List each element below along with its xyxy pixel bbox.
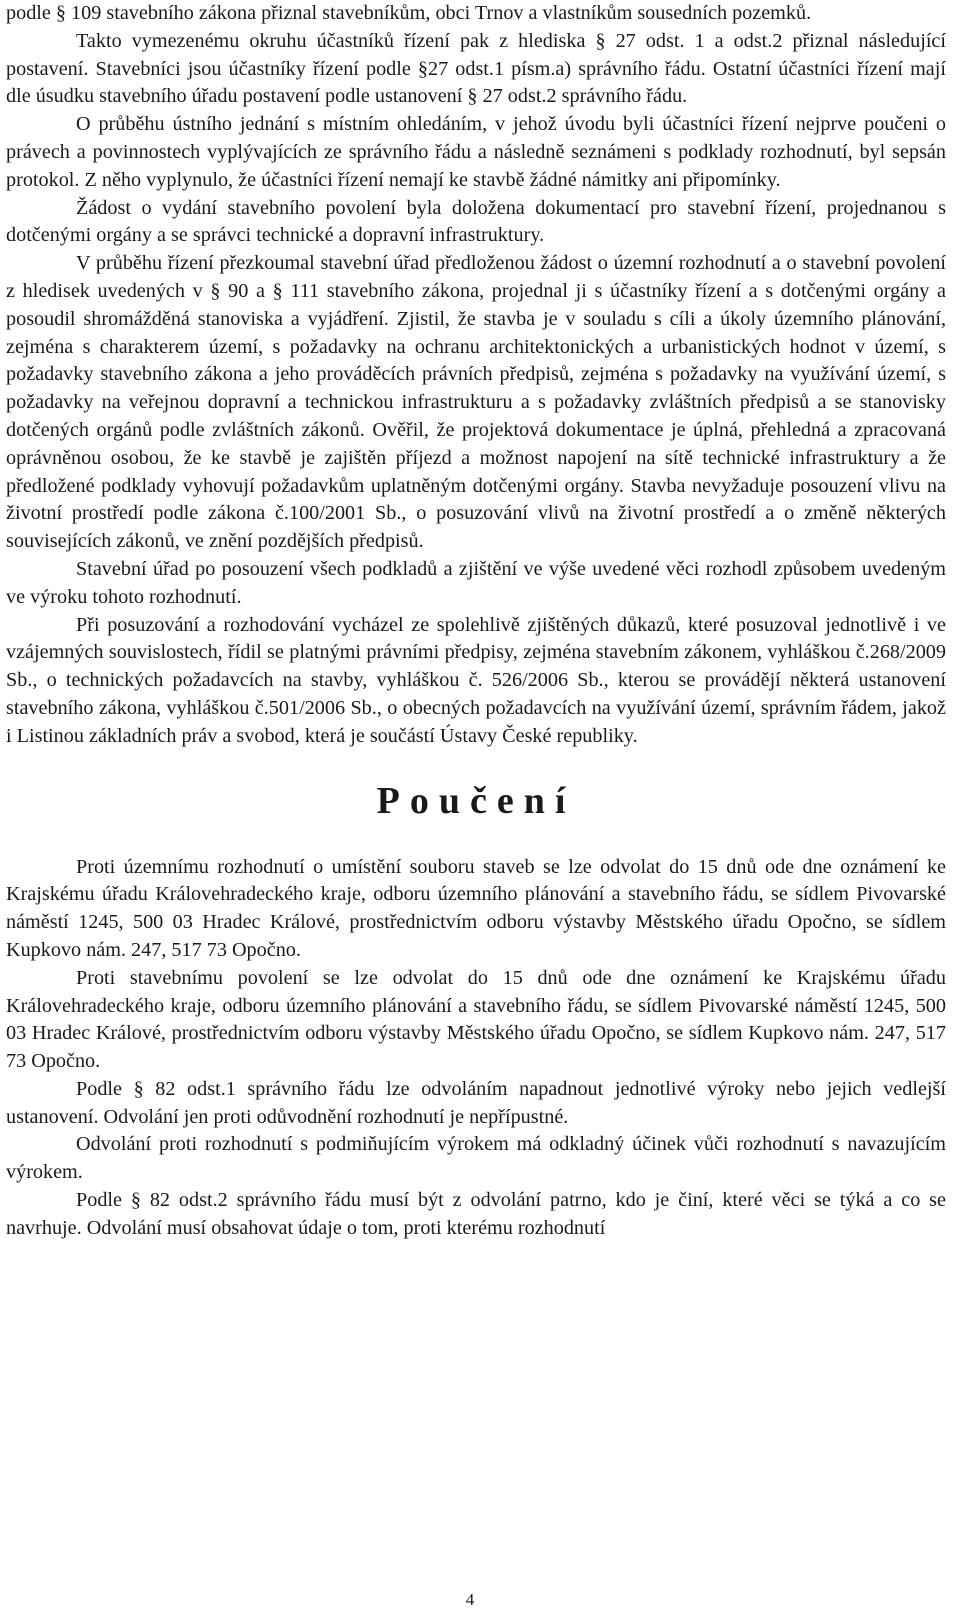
paragraph-appeal-content: Podle § 82 odst.2 správního řádu musí být z odvolání patrno, kdo je činí, které věci se týká a co se navrhuje. Odvolání musí obsahovat údaje o tom, proti kterému rozhodnutí <box>6 1189 946 1239</box>
paragraph-legal-basis: Při posuzování a rozhodování vycházel ze spolehlivě zjištěných důkazů, které posuzoval jednotlivě i ve vzájemných souvislostech, řídil se platnými právními předpisy, zejména stavebním zákonem, vyhláškou č.268/2009 Sb., o technických požadavcích na stavby, vyhláškou č. 526/2006 Sb., kterou se provádějí některá ustanovení stavebního zákona, vyhláškou č.501/2006 Sb., o obecných požadavcích na využívání území, správním řádem, jakož i Listinou základních práv a svobod, která je součástí Ústavy České republiky. <box>6 613 946 747</box>
paragraph-appeal-effect: Odvolání proti rozhodnutí s podmiňujícím výrokem má odkladný účinek vůči rozhodnutí s navazujícím výrokem. <box>6 1133 946 1184</box>
section-heading-pouceni: Poučení <box>376 779 576 822</box>
paragraph-oral-hearing: O průběhu ústního jednání s místním ohledáním, v jehož úvodu byli účastníci řízení nejprve poučeni o právech a povinnostech vyplývajících ze správního řádu a následně seznámeni s podklady rozhodnutí, byl sepsán protokol. Z něho vyplynulo, že účastníci řízení nemají ke stavbě žádné námitky ani připomínky. <box>6 113 946 191</box>
paragraph-appeal-building: Proti stavebnímu povolení se lze odvolat do 15 dnů ode dne oznámení ke Krajskému úřadu Královehradeckého kraje, odboru územního plánování a stavebního řádu, se sídlem Pivovarské náměstí 1245, 500 03 Hradec Králové, prostřednictvím odboru výstavby Městského úřadu Opočno, se sídlem Kupkovo nám. 247, 517 73 Opočno. <box>6 966 946 1073</box>
paragraph-appeal-territorial: Proti územnímu rozhodnutí o umístění souboru staveb se lze odvolat do 15 dnů ode dne oznámení ke Krajskému úřadu Královehradeckého kraje, odboru územního plánování a stavebního řádu, se sídlem Pivovarské náměstí 1245, 500 03 Hradec Králové, prostřednictvím odboru výstavby Městského úřadu Opočno, se sídlem Kupkovo nám. 247, 517 73 Opočno. <box>6 855 946 961</box>
paragraph-application: Žádost o vydání stavebního povolení byla doložena dokumentací pro stavební řízení, projednanou s dotčenými orgány a se správci technické a dopravní infrastruktury. <box>6 196 946 247</box>
paragraph-decision: Stavební úřad po posouzení všech podkladů a zjištění ve výše uvedené věci rozhodl způsobem uvedeným ve výroku tohoto rozhodnutí. <box>6 557 946 608</box>
paragraph-appeal-scope: Podle § 82 odst.1 správního řádu lze odvoláním napadnout jednotlivé výroky nebo jejich vedlejší ustanovení. Odvolání jen proti odůvodnění rozhodnutí je nepřípustné. <box>6 1077 946 1128</box>
document-body <box>6 0 946 1243</box>
paragraph-participants: Takto vymezenému okruhu účastníků řízení pak z hlediska § 27 odst. 1 a odst.2 přiznal následující postavení. Stavebníci jsou účastníky řízení podle §27 odst.1 písm.a) správního řádu. Ostatní účastníci řízení mají dle úsudku stavebního úřadu postavení podle ustanovení § 27 odst.2 správního řádu. <box>6 29 946 108</box>
paragraph-continuation: podle § 109 stavebního zákona přiznal stavebníkům, obci Trnov a vlastníkům sousedních pozemků. <box>6 2 812 24</box>
page-number: 4 <box>465 1590 475 1609</box>
paragraph-review: V průběhu řízení přezkoumal stavební úřad předloženou žádost o územní rozhodnutí a o stavební povolení z hledisek uvedených v § 90 a § 111 stavebního zákona, projednal ji s účastníky řízení a s dotčenými orgány a posoudil shromážděná stanoviska a vyjádření. Zjistil, že stavba je v souladu s cíli a úkoly územního plánování, zejména s charakterem území, s požadavky na ochranu architektonických a urbanistických hodnot v území, s požadavky stavebního zákona a jeho prováděcích právních předpisů, zejména s požadavky na využívání území, s požadavky na veřejnou dopravní a technickou infrastrukturu a s požadavky zvláštních předpisů a se stanovisky dotčených orgánů podle zvláštních zákonů. Ověřil, že projektová dokumentace je úplná, přehledná a zpracovaná oprávněnou osobou, že ke stavbě je zajištěn příjezd a možnost napojení na sítě technické infrastruktury a že předložené podklady vyhovují požadavkům uplatněným dotčenými orgány. Stavba nevyžaduje posouzení vlivu na životní prostředí podle zákona č.100/2001 Sb., o posuzování vlivů na životní prostředí a o změně některých souvisejících zákonů, ve znění pozdějších předpisů. <box>6 252 946 553</box>
